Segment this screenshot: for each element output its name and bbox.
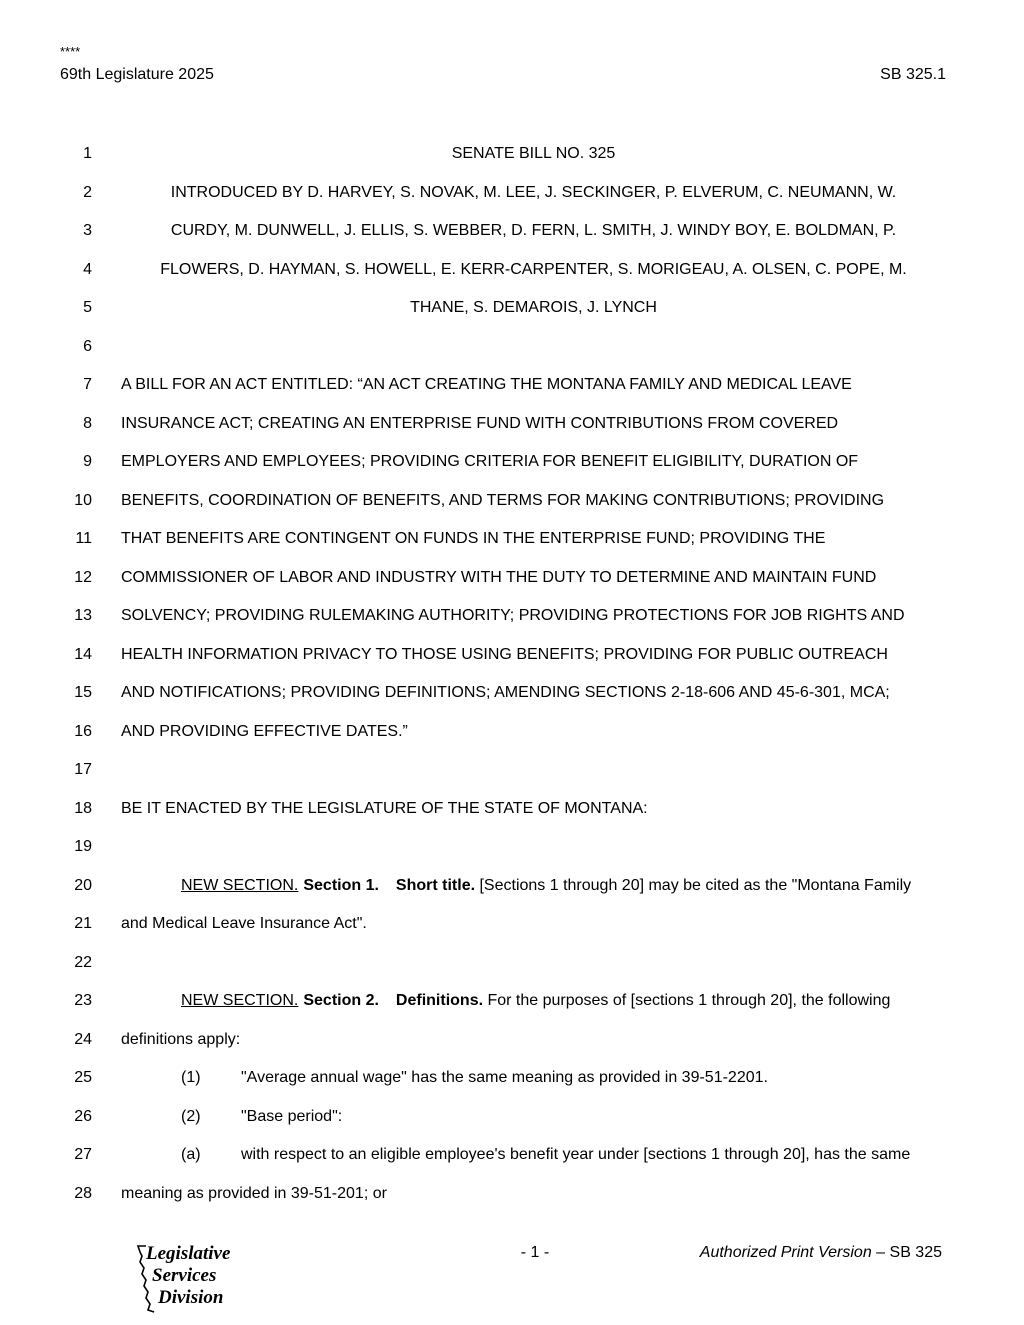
new-section-label: NEW SECTION. (181, 992, 299, 1009)
bill-line (0, 412, 1024, 436)
line-text: "Base period": (241, 1108, 343, 1125)
section-heading-line (181, 989, 946, 1013)
logo-division: Division (158, 1287, 224, 1308)
line-number: 7 (83, 376, 92, 393)
bill-line (0, 1143, 1024, 1167)
line-text: THANE, S. DEMAROIS, J. LYNCH (410, 299, 657, 316)
line-text: For the purposes of [sections 1 through 20], the following (483, 992, 891, 1009)
line-text: A BILL FOR AN ACT ENTITLED: “AN ACT CREATING THE MONTANA FAMILY AND MEDICAL LEAVE (121, 376, 852, 393)
line-number: 16 (74, 723, 92, 740)
bill-id: SB 325.1 (880, 66, 946, 83)
line-text: AND NOTIFICATIONS; PROVIDING DEFINITIONS; AMENDING SECTIONS 2-18-606 AND 45-6-301, MCA; (121, 684, 890, 701)
bill-line (0, 566, 1024, 590)
line-number: 13 (74, 607, 92, 624)
line-number: 20 (74, 877, 92, 894)
line-number: 15 (74, 684, 92, 701)
bill-line (0, 951, 1024, 975)
line-number: 23 (74, 992, 92, 1009)
line-number: 14 (74, 646, 92, 663)
line-number: 2 (83, 184, 92, 201)
line-number: 24 (74, 1031, 92, 1048)
line-text: definitions apply: (121, 1031, 241, 1048)
line-number: 19 (74, 838, 92, 855)
line-number: 5 (83, 299, 92, 316)
line-number: 25 (74, 1069, 92, 1086)
section-title: Short title. (395, 877, 476, 894)
logo-legislative: Legislative (146, 1243, 231, 1264)
bill-line (0, 1182, 1024, 1206)
line-text: BENEFITS, COORDINATION OF BENEFITS, AND TERMS FOR MAKING CONTRIBUTIONS; PROVIDING (121, 492, 885, 509)
line-number: 21 (74, 915, 92, 932)
line-number: 8 (83, 415, 92, 432)
bill-line (0, 489, 1024, 513)
line-text: EMPLOYERS AND EMPLOYEES; PROVIDING CRITERIA FOR BENEFIT ELIGIBILITY, DURATION OF (121, 453, 859, 470)
subsection-marker: (a) (181, 1146, 201, 1163)
line-text: THAT BENEFITS ARE CONTINGENT ON FUNDS IN THE ENTERPRISE FUND; PROVIDING THE (121, 530, 826, 547)
bill-line (0, 758, 1024, 782)
section-title: Definitions. (395, 992, 484, 1009)
line-text: CURDY, M. DUNWELL, J. ELLIS, S. WEBBER, D. FERN, L. SMITH, J. WINDY BOY, E. BOLDMAN, P. (170, 222, 897, 239)
bill-line (0, 1066, 1024, 1090)
line-text: FLOWERS, D. HAYMAN, S. HOWELL, E. KERR-CARPENTER, S. MORIGEAU, A. OLSEN, C. POPE, M. (160, 261, 907, 278)
bill-line (0, 912, 1024, 936)
bill-line (0, 643, 1024, 667)
line-text: meaning as provided in 39-51-201; or (121, 1185, 387, 1202)
line-number: 18 (74, 800, 92, 817)
line-text: HEALTH INFORMATION PRIVACY TO THOSE USING BENEFITS; PROVIDING FOR PUBLIC OUTREACH (121, 646, 888, 663)
lsd-logo (128, 1242, 258, 1316)
line-number: 28 (74, 1185, 92, 1202)
line-number: 3 (83, 222, 92, 239)
line-text: and Medical Leave Insurance Act". (121, 915, 367, 932)
line-number: 9 (83, 453, 92, 470)
bill-line (0, 1105, 1024, 1129)
section-number: Section 1. (303, 877, 379, 894)
line-text: with respect to an eligible employee's benefit year under [sections 1 through 20], has the same (241, 1146, 911, 1163)
line-number: 6 (83, 338, 92, 355)
logo-services: Services (152, 1265, 217, 1286)
bill-line (0, 219, 1024, 243)
line-number: 26 (74, 1108, 92, 1125)
line-text: SENATE BILL NO. 325 (451, 145, 616, 162)
bill-line (0, 989, 1024, 1013)
header-stars: **** (60, 44, 81, 59)
section-number: Section 2. (303, 992, 379, 1009)
bill-line (0, 797, 1024, 821)
legislature-label: 69th Legislature 2025 (60, 66, 214, 83)
line-text: COMMISSIONER OF LABOR AND INDUSTRY WITH THE DUTY TO DETERMINE AND MAINTAIN FUND (121, 569, 877, 586)
line-number: 27 (74, 1146, 92, 1163)
line-number: 10 (74, 492, 92, 509)
line-text: SOLVENCY; PROVIDING RULEMAKING AUTHORITY; PROVIDING PROTECTIONS FOR JOB RIGHTS AND (121, 607, 905, 624)
line-text: INTRODUCED BY D. HARVEY, S. NOVAK, M. LEE, J. SECKINGER, P. ELVERUM, C. NEUMANN, W. (170, 184, 897, 201)
line-number: 12 (74, 569, 92, 586)
section-heading-line (181, 874, 946, 898)
bill-line (0, 604, 1024, 628)
subsection-marker: (1) (181, 1069, 201, 1086)
subsection-marker: (2) (181, 1108, 201, 1125)
page-number: - 1 - (520, 1244, 550, 1261)
line-number: 17 (74, 761, 92, 778)
bill-line (0, 874, 1024, 898)
footer-separator: – (871, 1244, 890, 1261)
line-number: 4 (83, 261, 92, 278)
bill-line (0, 450, 1024, 474)
bill-line (0, 335, 1024, 359)
bill-line (0, 142, 1024, 166)
line-text: BE IT ENACTED BY THE LEGISLATURE OF THE STATE OF MONTANA: (121, 800, 648, 817)
bill-line (0, 258, 1024, 282)
bill-line (0, 527, 1024, 551)
bill-line (0, 296, 1024, 320)
line-number: 11 (75, 530, 92, 547)
line-number: 1 (83, 145, 92, 162)
new-section-label: NEW SECTION. (181, 877, 299, 894)
bill-line (0, 835, 1024, 859)
footer-bill-id: SB 325 (889, 1244, 942, 1261)
bill-line (0, 373, 1024, 397)
bill-line (0, 681, 1024, 705)
line-text: AND PROVIDING EFFECTIVE DATES.” (121, 723, 408, 740)
line-text: INSURANCE ACT; CREATING AN ENTERPRISE FUND WITH CONTRIBUTIONS FROM COVERED (121, 415, 839, 432)
line-text: "Average annual wage" has the same meaning as provided in 39-51-2201. (241, 1069, 768, 1086)
line-number: 22 (74, 954, 92, 971)
bill-line (0, 181, 1024, 205)
line-text: [Sections 1 through 20] may be cited as the "Montana Family (475, 877, 912, 894)
bill-line (0, 720, 1024, 744)
authorized-print-version: Authorized Print Version (699, 1244, 872, 1261)
bill-line (0, 1028, 1024, 1052)
authorized-print-label (700, 1244, 942, 1262)
